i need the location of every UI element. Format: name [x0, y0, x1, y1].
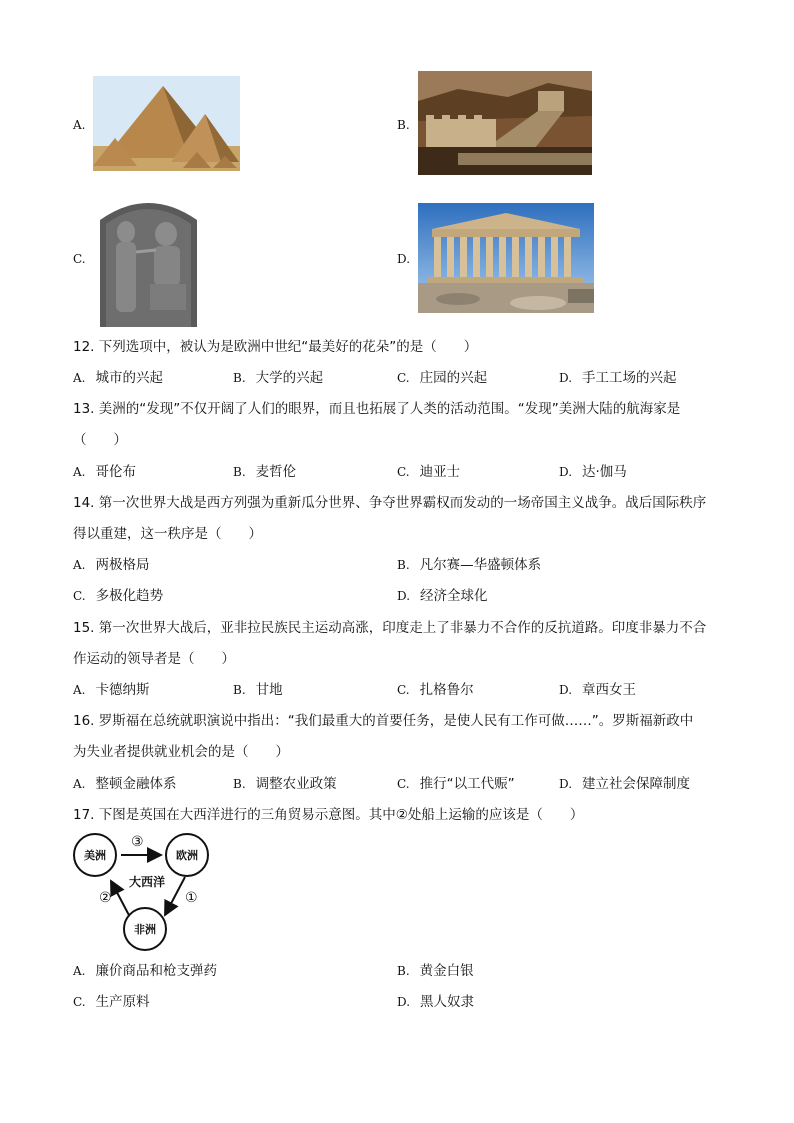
q14-stem-line2: 得以重建，这一秩序是（ ）: [73, 526, 262, 542]
pyramids-image: [93, 76, 240, 171]
q12-option-d[interactable]: [559, 368, 677, 388]
triangle-trade-diagram: [73, 833, 233, 953]
option-key: B.: [233, 371, 246, 385]
q14-option-c[interactable]: [73, 586, 163, 606]
option-key: B.: [233, 683, 246, 697]
q13-stem-line1: 13. 美洲的“发现”不仅开阔了人们的眼界，而且也拓展了人类的活动范围。“发现”美洲大陆的航海家是: [73, 401, 681, 417]
option-key: C.: [73, 995, 86, 1009]
q14-option-b[interactable]: [397, 555, 541, 575]
option-key: C.: [397, 465, 410, 479]
option-key: B.: [397, 558, 410, 572]
q15-option-b[interactable]: [233, 680, 283, 700]
option-key: D.: [559, 683, 573, 697]
option-key: B.: [233, 777, 246, 791]
option-text: 生产原料: [95, 994, 150, 1010]
option-d-key: D.: [397, 252, 411, 266]
option-text: 凡尔赛—华盛顿体系: [419, 557, 542, 573]
option-text: 廉价商品和枪支弹药: [95, 963, 217, 979]
option-key: A.: [73, 683, 86, 697]
q15-option-c[interactable]: [397, 680, 474, 700]
option-text: 甘地: [255, 682, 283, 698]
parthenon-image: [418, 203, 594, 313]
option-text: 扎格鲁尔: [419, 682, 474, 698]
q17-option-d[interactable]: [397, 992, 474, 1012]
option-text: 建立社会保障制度: [582, 776, 691, 792]
q12-stem: 12. 下列选项中，被认为是欧洲中世纪“最美好的花朵”的是（ ）: [73, 339, 478, 355]
option-c-key: C.: [73, 252, 86, 266]
option-key: A.: [73, 465, 86, 479]
option-key: A.: [73, 964, 86, 978]
q15-stem-line1: 15. 第一次世界大战后，亚非拉民族民主运动高涨，印度走上了非暴力不合作的反抗道路。印度非暴力不合: [73, 620, 707, 636]
node-africa: 非洲: [123, 907, 167, 951]
option-key: D.: [559, 465, 573, 479]
q15-option-a[interactable]: [73, 680, 149, 700]
q12-option-a[interactable]: [73, 368, 163, 388]
option-text: 城市的兴起: [95, 370, 163, 386]
hammurabi-stele-image: [96, 192, 201, 327]
option-key: A.: [73, 371, 86, 385]
option-key: D.: [397, 995, 411, 1009]
arrow-label-3: ③: [131, 834, 144, 850]
option-key: B.: [233, 465, 246, 479]
option-text: 卡德纳斯: [95, 682, 150, 698]
q17-option-b[interactable]: [397, 961, 474, 981]
option-text: 手工工场的兴起: [582, 370, 677, 386]
q14-option-d[interactable]: [397, 586, 488, 606]
q15-stem-line2: 作运动的领导者是（ ）: [73, 651, 235, 667]
pyramids-illustration: [93, 76, 240, 171]
option-key: A.: [73, 558, 86, 572]
option-a-key: A.: [73, 118, 86, 132]
option-text: 麦哲伦: [255, 464, 297, 480]
q13-option-b[interactable]: [233, 462, 296, 482]
great-wall-illustration: [418, 71, 592, 175]
option-key: B.: [397, 964, 410, 978]
node-europe: 欧洲: [165, 833, 209, 877]
option-text: 黑人奴隶: [420, 994, 475, 1010]
parthenon-illustration: [418, 203, 594, 313]
option-text: 两极格局: [95, 557, 150, 573]
q17-stem: 17. 下图是英国在大西洋进行的三角贸易示意图。其中②处船上运输的应该是（ ）: [73, 807, 584, 823]
option-text: 达·伽马: [582, 464, 627, 480]
q12-option-c[interactable]: [397, 368, 487, 388]
q14-option-a[interactable]: [73, 555, 149, 575]
option-b-key: B.: [397, 118, 410, 132]
option-text: 大学的兴起: [255, 370, 324, 386]
option-key: D.: [559, 371, 573, 385]
q16-stem-line1: 16. 罗斯福在总统就职演说中指出：“我们最重大的首要任务，是使人民有工作可做……”。罗斯福新政中: [73, 713, 694, 729]
option-text: 整顿金融体系: [95, 776, 177, 792]
q16-option-d[interactable]: [559, 774, 690, 794]
q13-option-d[interactable]: [559, 462, 627, 482]
option-text: 多极化趋势: [95, 588, 164, 604]
option-key: C.: [73, 589, 86, 603]
q12-option-b[interactable]: [233, 368, 323, 388]
option-text: 黄金白银: [419, 963, 474, 979]
option-text: 庄园的兴起: [419, 370, 488, 386]
q13-option-c[interactable]: [397, 462, 460, 482]
option-key: A.: [73, 777, 86, 791]
arrow-label-1: ①: [185, 890, 198, 906]
great-wall-image: [418, 71, 592, 175]
option-text: 推行“以工代赈”: [419, 776, 515, 792]
option-text: 章西女王: [582, 682, 637, 698]
option-key: C.: [397, 777, 410, 791]
q16-option-c[interactable]: [397, 774, 515, 794]
q16-option-b[interactable]: [233, 774, 337, 794]
node-america: 美洲: [73, 833, 117, 877]
q16-option-a[interactable]: [73, 774, 176, 794]
q17-option-a[interactable]: [73, 961, 217, 981]
q17-option-c[interactable]: [73, 992, 150, 1012]
q15-option-d[interactable]: [559, 680, 636, 700]
q14-stem-line1: 14. 第一次世界大战是西方列强为重新瓜分世界、争夺世界霸权而发动的一场帝国主义战争。战后国际秩序: [73, 495, 707, 511]
q13-option-a[interactable]: [73, 462, 136, 482]
q16-stem-line2: 为失业者提供就业机会的是（ ）: [73, 744, 289, 760]
option-text: 迪亚士: [419, 464, 461, 480]
option-text: 经济全球化: [420, 588, 488, 604]
option-key: C.: [397, 683, 410, 697]
stele-illustration: [96, 192, 201, 327]
option-text: 调整农业政策: [255, 776, 337, 792]
option-key: D.: [559, 777, 573, 791]
ocean-label: 大西洋: [129, 875, 166, 889]
q13-stem-line2: （ ）: [73, 432, 127, 448]
option-key: C.: [397, 371, 410, 385]
option-key: D.: [397, 589, 411, 603]
arrow-label-2: ②: [99, 890, 112, 906]
option-text: 哥伦布: [95, 464, 136, 480]
